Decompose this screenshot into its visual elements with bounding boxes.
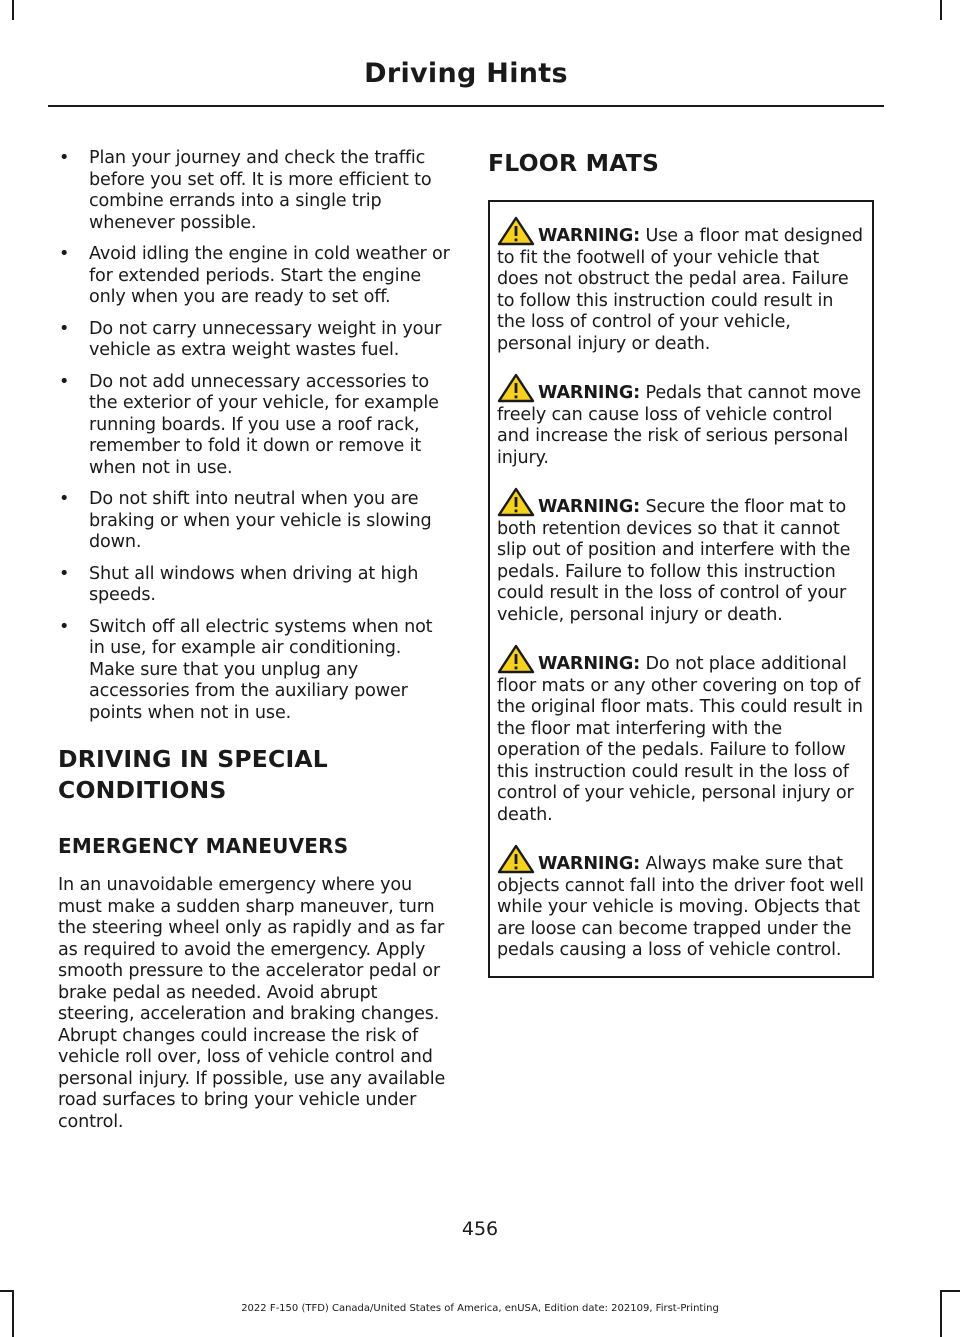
warnings-box xyxy=(488,200,874,978)
crop-mark-bottom-right-h xyxy=(940,1290,960,1292)
header-divider xyxy=(48,105,884,107)
list-item: • Avoid idling the engine in cold weather or for extended periods. Start the engine only when you are ready to set off. xyxy=(59,244,450,307)
tips-list xyxy=(58,148,450,724)
section-title-floor-mats: FLOOR MATS xyxy=(488,149,660,177)
list-item: • Plan your journey and check the traffic before you set off. It is more efficient to combine errands into a single trip whenever possible. xyxy=(59,148,432,233)
warning-label: WARNING: xyxy=(538,383,641,403)
list-item: • Do not add unnecessary accessories to the exterior of your vehicle, for example running boards. If you use a roof rack, remember to fold it down or remove it when not in use. xyxy=(59,371,439,478)
warning-item: WARNING: Secure the floor mat to both retention devices so that it cannot slip out of position and interfere with the pedals. Failure to follow this instruction could result in the loss of control of your vehicle, personal injury or death. xyxy=(497,487,864,626)
emergency-paragraph: In an unavoidable emergency where you must make a sudden sharp maneuver, turn the steering wheel only as rapidly and as far as required to avoid the emergency. Apply smooth pressure to the accelerator pedal or brake pedal as needed. Avoid abrupt steering, acceleration and braking changes. Abrupt changes could increase the risk of vehicle roll over, loss of vehicle control and personal injury. If possible, use any available road surfaces to bring your vehicle under control. xyxy=(58,875,446,1132)
warning-triangle-icon xyxy=(497,216,537,246)
edition-footer: 2022 F-150 (TFD) Canada/United States of America, enUSA, Edition date: 202109, First-Printing xyxy=(241,1303,719,1314)
warning-item: WARNING: Pedals that cannot move freely can cause loss of vehicle control and increase the risk of serious personal injury. xyxy=(497,373,864,469)
crop-mark-top-left xyxy=(12,0,14,20)
bullet-icon: • xyxy=(59,489,70,509)
warning-label: WARNING: xyxy=(538,226,641,246)
list-item: • Do not carry unnecessary weight in your vehicle as extra weight wastes fuel. xyxy=(59,318,442,360)
warning-item: WARNING: Use a floor mat designed to fit the footwell of your vehicle that does not obstruct the pedal area. Failure to follow this instruction could result in the loss of control of your vehicle, personal injury or death. xyxy=(497,216,864,355)
list-item: • Switch off all electric systems when not in use, for example air conditioning. Make sure that you unplug any accessories from the auxiliary power points when not in use. xyxy=(59,616,433,723)
warning-triangle-icon xyxy=(497,644,537,674)
section-title-driving-special-conditions: DRIVING IN SPECIAL CONDITIONS xyxy=(58,745,328,804)
right-column xyxy=(488,148,878,978)
list-item: • Do not shift into neutral when you are braking or when your vehicle is slowing down. xyxy=(59,489,432,552)
left-column xyxy=(58,148,450,1133)
bullet-icon: • xyxy=(59,318,70,339)
warning-triangle-icon xyxy=(497,844,537,874)
warning-label: WARNING: xyxy=(538,654,641,674)
warning-triangle-icon xyxy=(497,487,537,517)
bullet-icon: • xyxy=(59,148,70,168)
bullet-icon: • xyxy=(59,616,70,637)
page-header-title: Driving Hints xyxy=(364,58,568,89)
crop-mark-top-right xyxy=(940,0,942,20)
page-number: 456 xyxy=(461,1218,499,1240)
bullet-icon: • xyxy=(59,563,70,584)
crop-mark-bottom-left-h xyxy=(0,1290,14,1292)
warning-label: WARNING: xyxy=(538,497,641,517)
warning-item: WARNING: Always make sure that objects cannot fall into the driver foot well while your vehicle is moving. Objects that are loose can become trapped under the pedals causing a loss of vehicle control. xyxy=(497,844,864,962)
subsection-title-emergency-maneuvers: EMERGENCY MANEUVERS xyxy=(58,834,349,858)
bullet-icon: • xyxy=(59,371,70,392)
warning-triangle-icon xyxy=(497,373,537,403)
bullet-icon: • xyxy=(59,244,70,264)
warning-label: WARNING: xyxy=(538,854,641,874)
warning-item: WARNING: Do not place additional floor mats or any other covering on top of the original floor mats. This could result in the floor mat interfering with the operation of the pedals. Failure to follow this instruction could result in the loss of control of your vehicle, personal injury or death. xyxy=(497,644,864,826)
list-item: • Shut all windows when driving at high speeds. xyxy=(59,563,419,605)
